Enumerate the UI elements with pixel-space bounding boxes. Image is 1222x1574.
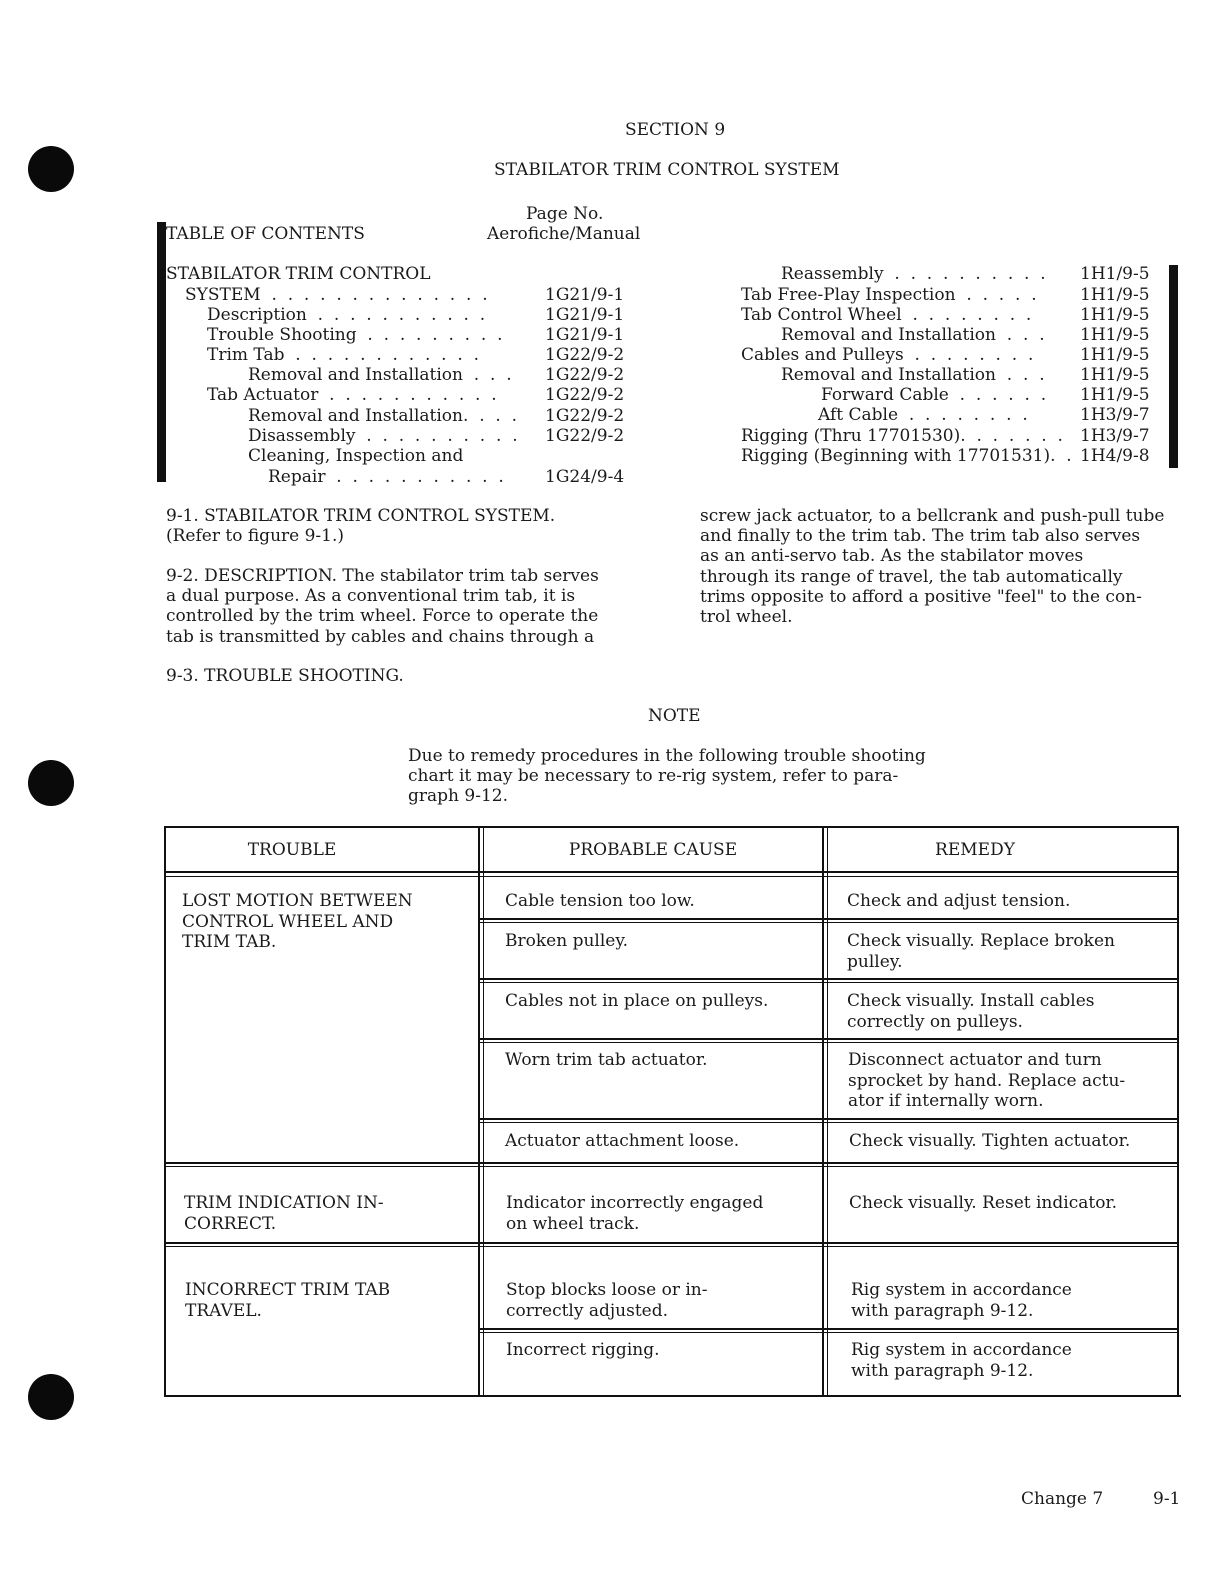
row-divider [480,1328,1179,1330]
toc-entry-page: 1G22/9-2 [545,426,625,446]
toc-entry: Description . . . . . . . . . . . [207,305,486,325]
column-divider [822,826,824,1397]
paragraph-9-3: 9-3. TROUBLE SHOOTING. [166,666,404,686]
toc-entry-page: 1H1/9-5 [1080,305,1150,325]
group-divider [164,1166,1179,1167]
toc-entry-page: 1G21/9-1 [545,305,625,325]
section-number: SECTION 9 [625,120,726,140]
toc-entry: Tab Free-Play Inspection . . . . . [741,285,1037,305]
column-divider [827,826,828,1397]
paragraph-9-2: 9-2. DESCRIPTION. The stabilator trim tab serves a dual purpose. As a conventional trim tab, it is controlled by the trim wheel. Force to operate the tab is transmitted by cables and chains through a [166,566,599,647]
toc-page-no-sub: Aerofiche/Manual [487,224,641,244]
table-border-right [1177,826,1179,1397]
toc-entry-page: 1G22/9-2 [545,385,625,405]
toc-entry: Trouble Shooting . . . . . . . . . [207,325,503,345]
change-bar-right [1169,265,1178,468]
remedy-cell: Disconnect actuator and turn sprocket by hand. Replace actu- ator if internally worn. [848,1050,1126,1111]
change-bar-left [157,222,166,482]
cause-cell: Stop blocks loose or in- correctly adjusted. [506,1280,708,1321]
toc-entry: Removal and Installation . . . [781,325,1045,345]
toc-entry: Forward Cable . . . . . . [821,385,1047,405]
row-divider [480,978,1179,980]
toc-entry-page: 1G21/9-1 [545,325,625,345]
remedy-cell: Check visually. Replace broken pulley. [847,931,1115,972]
toc-entry: Removal and Installation . . . [248,365,512,385]
column-header-trouble: TROUBLE [247,840,337,860]
note-text: Due to remedy procedures in the following trouble shooting chart it may be necessary to re-rig system, refer to para- graph 9-12. [408,746,926,807]
column-divider [483,826,484,1397]
toc-entry: Repair . . . . . . . . . . . [268,467,504,487]
cause-cell: Cable tension too low. [505,891,695,911]
toc-entry: Rigging (Beginning with 17701531). . [741,446,1072,466]
paragraph-9-2-continued: screw jack actuator, to a bellcrank and push-pull tube and finally to the trim tab. The trim tab also serves as an anti-servo tab. As the stabilator moves through its range of travel, the tab automatically trims opposite to afford a positive "feel" to the con- trol wheel. [700,506,1165,628]
row-divider [480,1332,1179,1333]
table-border-top [164,826,1179,828]
trouble-cell: LOST MOTION BETWEEN CONTROL WHEEL AND TRIM TAB. [182,891,413,952]
note-label: NOTE [648,706,701,726]
row-divider [480,922,1179,923]
toc-entry-page: 1G22/9-2 [545,406,625,426]
paragraph-9-1: 9-1. STABILATOR TRIM CONTROL SYSTEM. (Refer to figure 9-1.) [166,506,556,547]
column-header-remedy: REMEDY [935,840,1015,860]
remedy-cell: Check visually. Reset indicator. [849,1193,1118,1213]
toc-entry: Cables and Pulleys . . . . . . . . [741,345,1034,365]
column-header-probable-cause: PROBABLE CAUSE [568,840,738,860]
toc-entry-page: 1H4/9-8 [1080,446,1150,466]
toc-entry: Trim Tab . . . . . . . . . . . . [207,345,479,365]
cause-cell: Worn trim tab actuator. [505,1050,708,1070]
toc-entry: Rigging (Thru 17701530). . . . . . . [741,426,1063,446]
remedy-cell: Check visually. Install cables correctly on pulleys. [847,991,1095,1032]
cause-cell: Actuator attachment loose. [505,1131,740,1151]
group-divider [164,1162,1179,1164]
toc-entry-page: 1H1/9-5 [1080,285,1150,305]
page-number: 9-1 [1153,1489,1181,1509]
toc-entry-page: 1H1/9-5 [1080,325,1150,345]
toc-entry: Tab Control Wheel . . . . . . . . [741,305,1032,325]
toc-entry: Removal and Installation . . . [781,365,1045,385]
toc-entry: Reassembly . . . . . . . . . . [781,264,1046,284]
row-divider [480,1118,1179,1120]
toc-entry-page: 1G21/9-1 [545,285,625,305]
toc-entry: Disassembly . . . . . . . . . . [248,426,518,446]
punch-hole-bottom [28,1374,74,1420]
group-divider [164,1246,1179,1247]
trouble-cell: INCORRECT TRIM TAB TRAVEL. [185,1280,391,1321]
remedy-cell: Check visually. Tighten actuator. [849,1131,1131,1151]
punch-hole-top [28,146,74,192]
remedy-cell: Rig system in accordance with paragraph 9-12. [851,1340,1072,1381]
toc-entry: Aft Cable . . . . . . . . [818,405,1028,425]
header-divider [164,871,1179,873]
toc-entry-page: 1H3/9-7 [1080,426,1150,446]
cause-cell: Incorrect rigging. [506,1340,660,1360]
change-number: Change 7 [1021,1489,1104,1509]
remedy-cell: Check and adjust tension. [847,891,1071,911]
header-divider [164,876,1179,877]
remedy-cell: Rig system in accordance with paragraph 9-12. [851,1280,1072,1321]
group-divider [164,1242,1179,1244]
page-title: STABILATOR TRIM CONTROL SYSTEM [494,160,840,180]
toc-entry: Removal and Installation. . . . [248,406,518,426]
table-border-bottom [165,1395,1181,1397]
toc-entry: Cleaning, Inspection and [248,446,464,466]
toc-entry: SYSTEM . . . . . . . . . . . . . . [185,285,488,305]
toc-entry-page: 1G24/9-4 [545,467,625,487]
row-divider [480,918,1179,920]
column-divider [478,826,480,1397]
row-divider [480,982,1179,983]
toc-entry-page: 1G22/9-2 [545,345,625,365]
toc-heading: TABLE OF CONTENTS [166,224,365,244]
toc-entry-page: 1G22/9-2 [545,365,625,385]
row-divider [480,1122,1179,1123]
table-border-left [164,826,166,1397]
toc-page-no-label: Page No. [526,204,604,224]
punch-hole-middle [28,760,74,806]
trouble-cell: TRIM INDICATION IN- CORRECT. [184,1193,384,1234]
toc-entry: STABILATOR TRIM CONTROL [166,264,431,284]
toc-entry: Tab Actuator . . . . . . . . . . . [207,385,497,405]
row-divider [480,1038,1179,1040]
cause-cell: Broken pulley. [505,931,629,951]
cause-cell: Cables not in place on pulleys. [505,991,769,1011]
toc-entry-page: 1H3/9-7 [1080,405,1150,425]
toc-entry-page: 1H1/9-5 [1080,385,1150,405]
row-divider [480,1042,1179,1043]
toc-entry-page: 1H1/9-5 [1080,345,1150,365]
cause-cell: Indicator incorrectly engaged on wheel track. [506,1193,764,1234]
toc-entry-page: 1H1/9-5 [1080,264,1150,284]
toc-entry-page: 1H1/9-5 [1080,365,1150,385]
